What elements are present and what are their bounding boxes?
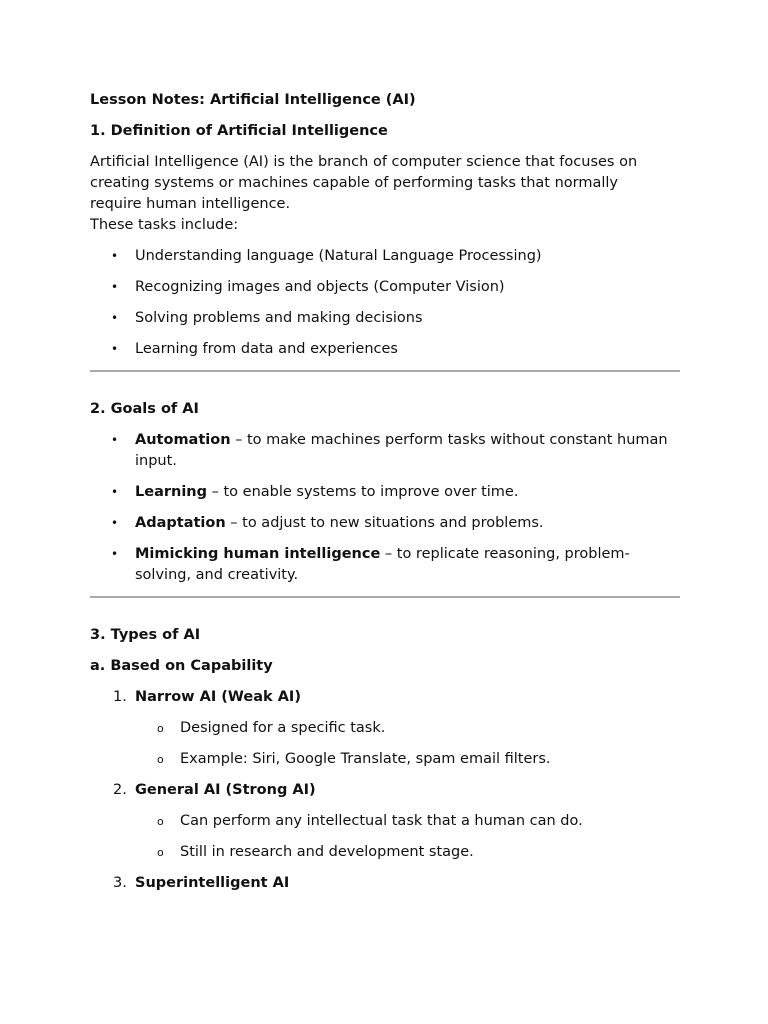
paragraph-line: Artificial Intelligence (AI) is the branch of computer science that focuses on xyxy=(90,154,638,170)
bullet-icon: • xyxy=(111,547,119,561)
list-item xyxy=(90,544,680,586)
bullet-icon: • xyxy=(111,433,119,447)
item-title: General AI (Strong AI) xyxy=(135,782,316,798)
list-item xyxy=(90,513,680,534)
sub-list xyxy=(135,718,680,770)
section-divider xyxy=(90,370,680,372)
goal-description: – to make machines perform tasks without constant human input. xyxy=(135,432,668,469)
paragraph-line: creating systems or machines capable of performing tasks that normally xyxy=(90,175,619,191)
circle-bullet-icon: o xyxy=(157,815,164,828)
ai-types-list xyxy=(90,687,680,894)
sub-list-item xyxy=(135,718,680,739)
document-title: Lesson Notes: Artificial Intelligence (AI) xyxy=(90,92,416,108)
list-item xyxy=(90,246,680,267)
list-item xyxy=(90,308,680,329)
definition-paragraph xyxy=(90,152,680,236)
paragraph-line: require human intelligence. xyxy=(90,196,291,212)
goal-description: – to enable systems to improve over time. xyxy=(207,484,519,500)
bullet-icon: • xyxy=(111,516,119,530)
sub-item-text: Example: Siri, Google Translate, spam email filters. xyxy=(180,751,551,767)
circle-bullet-icon: o xyxy=(157,722,164,735)
sub-list xyxy=(135,811,680,863)
document-body xyxy=(90,90,680,904)
sub-list-item xyxy=(135,811,680,832)
goal-term: Mimicking human intelligence xyxy=(135,546,381,562)
list-item xyxy=(90,687,680,770)
item-number: 2. xyxy=(113,782,127,798)
section-1-heading: 1. Definition of Artificial Intelligence xyxy=(90,123,388,139)
list-item-text: Learning from data and experiences xyxy=(135,341,398,357)
section-2-heading: 2. Goals of AI xyxy=(90,401,199,417)
sub-list-item xyxy=(135,842,680,863)
bullet-icon: • xyxy=(111,249,119,263)
section-3-heading: 3. Types of AI xyxy=(90,627,201,643)
goals-list xyxy=(90,430,680,586)
section-divider xyxy=(90,596,680,598)
sub-list-item xyxy=(135,749,680,770)
circle-bullet-icon: o xyxy=(157,846,164,859)
item-title: Superintelligent AI xyxy=(135,875,290,891)
paragraph-line: These tasks include: xyxy=(90,217,239,233)
list-item-text: Understanding language (Natural Language Processing) xyxy=(135,248,542,264)
bullet-icon: • xyxy=(111,280,119,294)
list-item-text: Recognizing images and objects (Computer Vision) xyxy=(135,279,505,295)
tasks-list xyxy=(90,246,680,360)
section-3-subheading: a. Based on Capability xyxy=(90,658,273,674)
item-number: 1. xyxy=(113,689,127,705)
circle-bullet-icon: o xyxy=(157,753,164,766)
goal-term: Learning xyxy=(135,484,208,500)
item-number: 3. xyxy=(113,875,127,891)
goal-description: – to adjust to new situations and problems. xyxy=(225,515,544,531)
sub-item-text: Can perform any intellectual task that a human can do. xyxy=(180,813,583,829)
list-item-text: Solving problems and making decisions xyxy=(135,310,423,326)
list-item xyxy=(90,873,680,894)
sub-item-text: Still in research and development stage. xyxy=(180,844,474,860)
goal-description: – to replicate reasoning, problem-solving, and creativity. xyxy=(135,546,630,583)
bullet-icon: • xyxy=(111,342,119,356)
list-item xyxy=(90,277,680,298)
goal-term: Adaptation xyxy=(135,515,226,531)
bullet-icon: • xyxy=(111,311,119,325)
item-title: Narrow AI (Weak AI) xyxy=(135,689,301,705)
goal-term: Automation xyxy=(135,432,231,448)
sub-item-text: Designed for a specific task. xyxy=(180,720,386,736)
list-item xyxy=(90,482,680,503)
bullet-icon: • xyxy=(111,485,119,499)
list-item xyxy=(90,339,680,360)
list-item xyxy=(90,430,680,472)
list-item xyxy=(90,780,680,863)
